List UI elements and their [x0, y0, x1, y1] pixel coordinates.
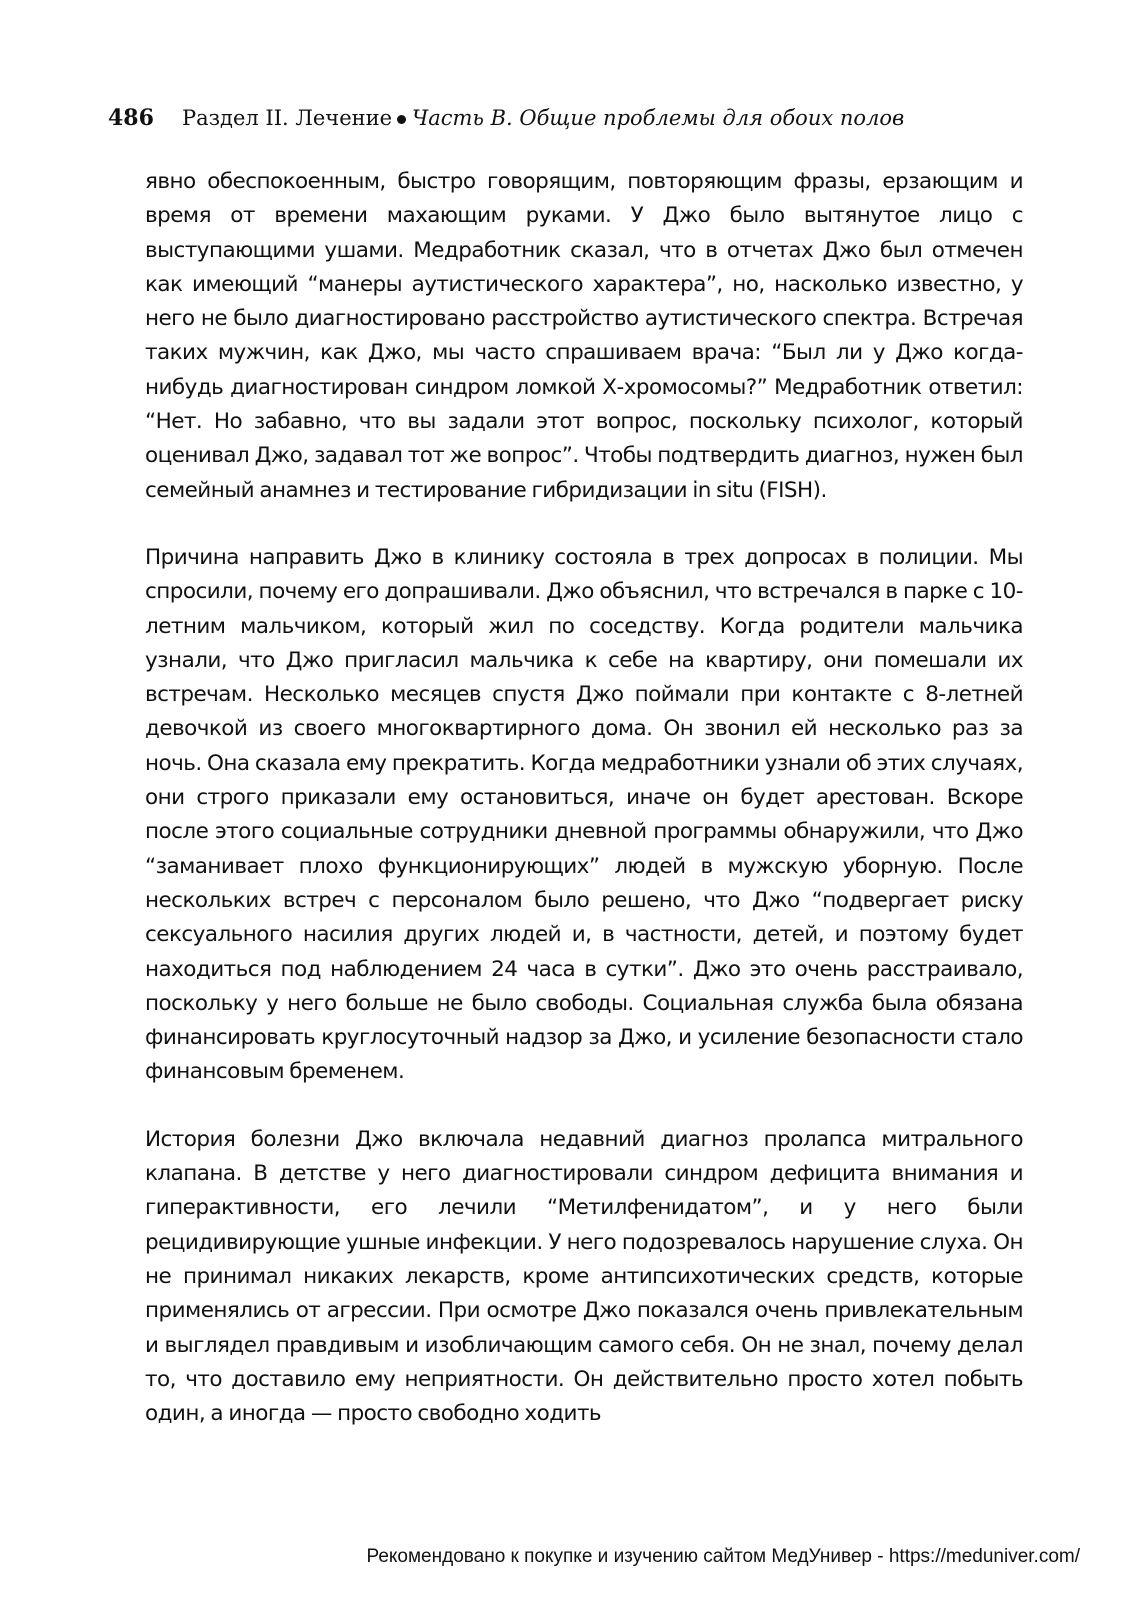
section-title: Раздел II. Лечение: [181, 106, 393, 130]
paragraph: Причина направить Джо в клинику состояла в трех допросах в полиции. Мы спросили, почему его допрашивали. Джо объяснил, что встречался в парке с 10-летним мальчиком, который жил по соседству. Когда родители мальчика узнали, что Джо пригласил мальчика к себе на квартиру, они помешали их встречам. Несколько месяцев спустя Джо поймали при контакте с 8-летней девочкой из своего многоквартирного дома. Он звонил ей несколько раз за ночь. Она сказала ему прекратить. Когда медработники узнали об этих случаях, они строго приказали ему остановиться, иначе он будет арестован. Вскоре после этого социальные сотрудники дневной программы обнаружили, что Джо “заманивает плохо функционирующих” людей в мужскую уборную. После нескольких встреч с персоналом было решено, что Джо “подвергает риску сексуального насилия других людей и, в частности, детей, и поэтому будет находиться под наблюдением 24 часа в сутки”. Джо это очень расстраивало, поскольку у него больше не было свободы. Социальная служба была обязана финансировать круглосуточный надзор за Джо, и усиление безопасности стало финансовым бременем.: [145, 544, 1023, 1085]
paragraph: явно обеспокоенным, быстро говорящим, повторяющим фразы, ерзающим и время от времени махающим руками. У Джо было вытянутое лицо с выступающими ушами. Медработник сказал, что в отчетах Джо был отмечен как имеющий “манеры аутистического характера”, но, насколько известно, у него не было диагностировано расстройство аутистического спектра. Встречая таких мужчин, как Джо, мы часто спрашиваем врача: “Был ли у Джо когда-нибудь диагностирован синдром ломкой Х-хромосомы?” Медработник ответил: “Нет. Но забавно, что вы задали этот вопрос, поскольку психолог, который оценивал Джо, задавал тот же вопрос”. Чтобы подтвердить диагноз, нужен был семейный анамнез и тестирование гибридизации in situ (FISH).: [145, 169, 1023, 503]
running-header: [108, 100, 1028, 136]
footer-recommendation: Рекомендовано к покупке и изучению сайтом МедУнивер - https://meduniver.com/: [366, 1546, 1080, 1567]
part-title: Часть В. Общие проблемы для обоих полов: [412, 106, 905, 130]
body-text: [145, 165, 1023, 1431]
bullet-separator-icon: [397, 115, 406, 124]
paragraph: История болезни Джо включала недавний диагноз пролапса митрального клапана. В детстве у него диагностировали синдром дефицита внимания и гиперактивности, его лечили “Метилфенидатом”, и у него были рецидивирующие ушные инфекции. У него подозревалось нарушение слуха. Он не принимал никаких лекарств, кроме антипсихотических средств, которые применялись от агрессии. При осмотре Джо показался очень привлекательным и выглядел правдивым и изобличающим самого себя. Он не знал, почему делал то, что доставило ему неприятности. Он действительно просто хотел побыть один, а иногда — просто свободно ходить: [145, 1126, 1023, 1427]
page-number: 486: [108, 105, 154, 131]
